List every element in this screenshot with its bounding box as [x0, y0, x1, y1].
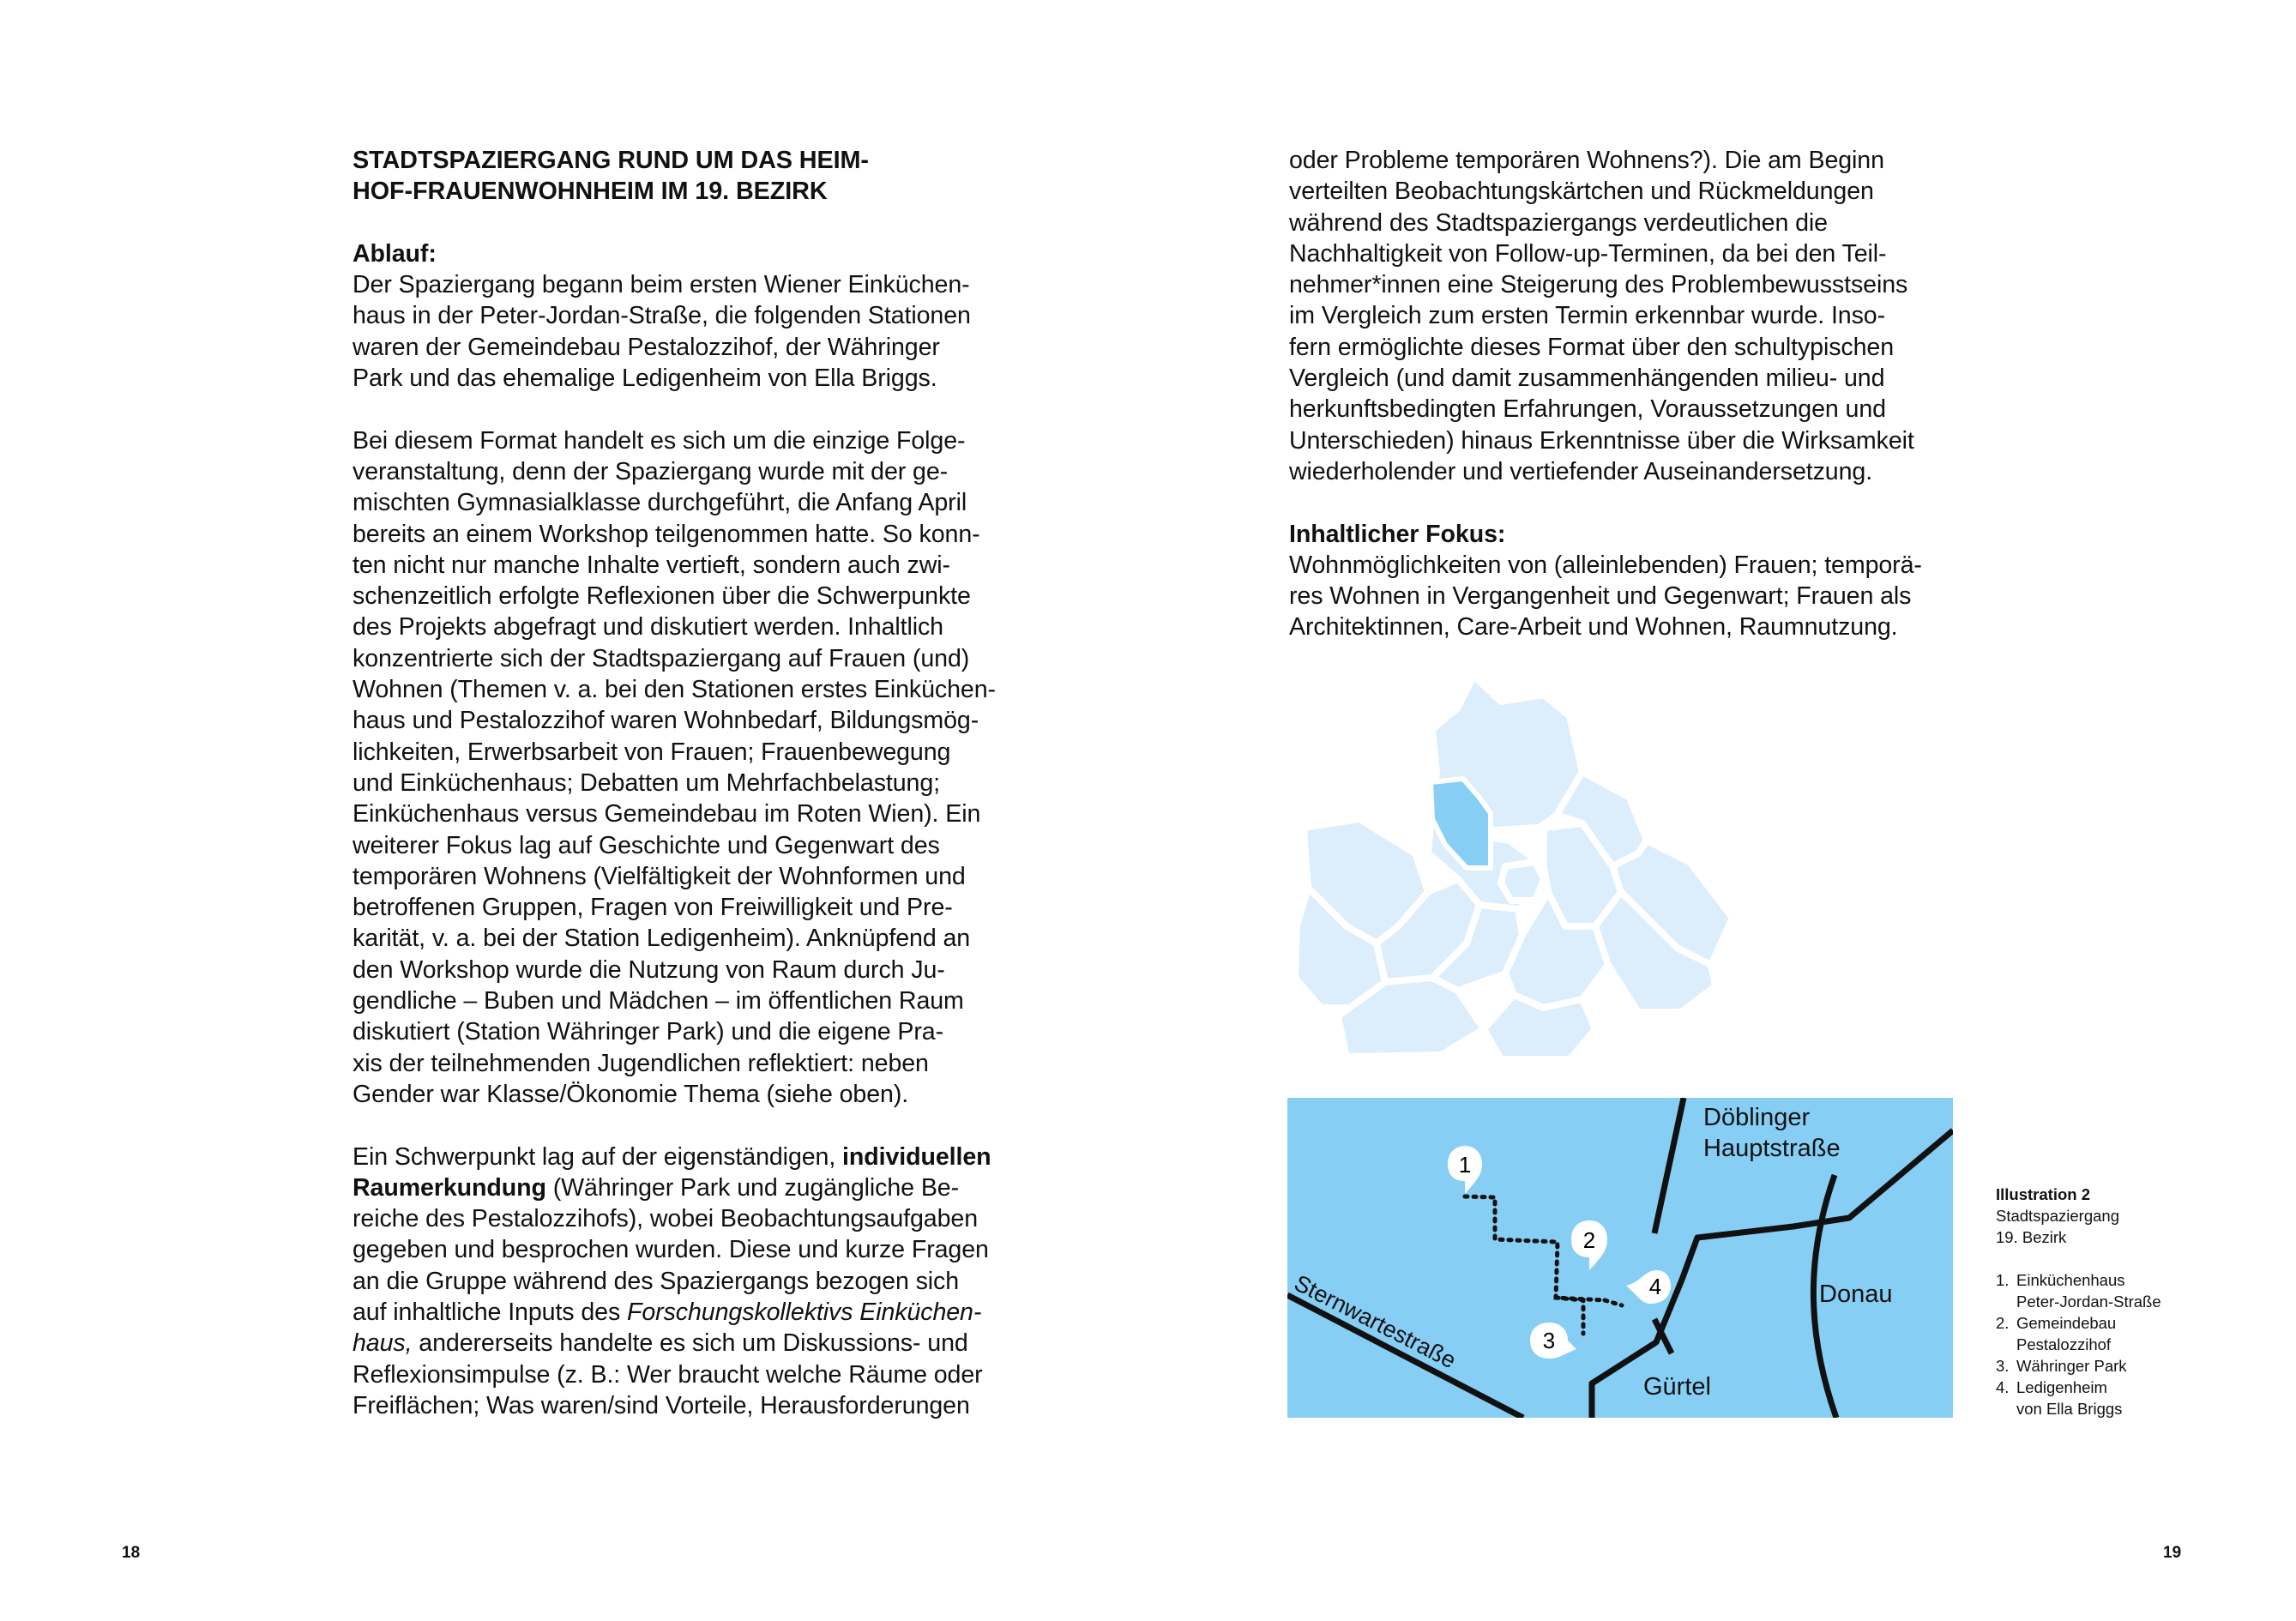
- legend-line: Währinger Park: [2016, 1357, 2127, 1375]
- legend-item: [1996, 1269, 2219, 1312]
- text-line: Unterschieden) hinaus Erkenntnisse über die Wirksamkeit: [1289, 426, 1914, 455]
- caption-line: 19. Bezirk: [1996, 1228, 2067, 1246]
- text-line: gendliche – Buben und Mädchen – im öffentlichen Raum: [353, 987, 964, 1015]
- text-line: [353, 1172, 1030, 1203]
- text-line: res Wohnen in Vergangenheit und Gegenwart; Frauen als: [1289, 582, 1912, 611]
- text-line: den Workshop wurde die Nutzung von Raum durch Ju-: [353, 955, 945, 984]
- text-line: des Projekts abgefragt und diskutiert werden. Inhaltlich: [353, 613, 943, 642]
- text-line: [353, 1142, 1030, 1172]
- legend-item: [1996, 1312, 2219, 1355]
- text-line: temporären Wohnens (Vielfältigkeit der Wohnformen und: [353, 862, 966, 890]
- text-line: während des Stadtspaziergangs verdeutlichen die: [1289, 208, 1828, 237]
- page-number-right: 19: [2163, 1544, 2182, 1562]
- legend-number: 4.: [1996, 1378, 2010, 1396]
- district-shape: [1484, 995, 1595, 1059]
- text-line: diskutiert (Station Währinger Park) und die eigene Pra-: [353, 1018, 944, 1046]
- text-fragment: andererseits handelte es sich um Diskussions- und: [412, 1329, 968, 1358]
- vienna-district-map: [1287, 669, 1784, 1064]
- text-fragment: Ein Schwerpunkt lag auf der eigenständigen,: [353, 1142, 843, 1171]
- paragraph-schwerpunkt: [353, 1142, 1030, 1422]
- text-line: Freiflächen; Was waren/sind Vorteile, Herausforderungen: [353, 1391, 970, 1419]
- text-line: Gender war Klasse/Ökonomie Thema (siehe oben).: [353, 1080, 909, 1108]
- text-line: verteilten Beobachtungskärtchen und Rückmeldungen: [1289, 178, 1874, 206]
- legend-text: [2016, 1377, 2122, 1419]
- label-donau: Donau: [1819, 1281, 1893, 1308]
- legend-text: [2016, 1269, 2161, 1312]
- title-line: STADTSPAZIERGANG RUND UM DAS HEIM-: [353, 147, 869, 174]
- text-line: herkunftsbedingten Erfahrungen, Voraussetzungen und: [1289, 395, 1886, 424]
- legend-number: 1.: [1996, 1271, 2010, 1289]
- marker-label-2: 2: [1582, 1227, 1596, 1253]
- text-line: reiche des Pestalozzihofs), wobei Beobachtungsaufgaben: [353, 1205, 978, 1233]
- text-line: fern ermöglichte dieses Format über den schultypischen: [1289, 333, 1895, 361]
- text-line: haus und Pestalozzihof waren Wohnbedarf, Bildungsmög-: [353, 707, 979, 735]
- section-title: [353, 145, 1030, 208]
- right-column: [1289, 145, 1975, 643]
- text-line: Reflexionsimpulse (z. B.: Wer braucht welche Räume oder: [353, 1360, 983, 1389]
- text-line: und Einküchenhaus; Debatten um Mehrfachbelastung;: [353, 768, 940, 797]
- text-line: karität, v. a. bei der Station Ledigenheim). Anknüpfend an: [353, 925, 971, 953]
- legend-line: Peter-Jordan-Straße: [2016, 1293, 2161, 1311]
- paragraph-continuation: [1289, 145, 1975, 487]
- text-line: mischten Gymnasialklasse durchgeführt, die Anfang April: [353, 489, 967, 517]
- legend-number: 3.: [1996, 1357, 2010, 1375]
- caption-title: Illustration 2: [1996, 1185, 2090, 1203]
- paragraph-format: [353, 425, 1030, 1111]
- text-line: Vergleich (und damit zusammenhängenden milieu- und: [1289, 365, 1885, 393]
- label-guertel: Gürtel: [1643, 1373, 1711, 1401]
- text-line: oder Probleme temporären Wohnens?). Die am Beginn: [1289, 147, 1884, 174]
- fokus-heading: Inhaltlicher Fokus:: [1289, 520, 1506, 548]
- text-line: xis der teilnehmenden Jugendlichen reflektiert: neben: [353, 1049, 929, 1077]
- map-water-background: [1287, 1098, 1953, 1418]
- label-doeblinger: Döblinger: [1703, 1104, 1811, 1131]
- text-line: Einküchenhaus versus Gemeindebau im Roten Wien). Ein: [353, 800, 981, 829]
- text-line: gegeben und besprochen wurden. Diese und kurze Fragen: [353, 1236, 989, 1264]
- text-line: Park und das ehemalige Ledigenheim von Ella Briggs.: [353, 365, 937, 393]
- title-line: HOF-FRAUENWOHNHEIM IM 19. BEZIRK: [353, 178, 828, 206]
- text-line: Bei diesem Format handelt es sich um die einzige Folge-: [353, 426, 966, 455]
- legend-line: Gemeindebau: [2016, 1314, 2117, 1332]
- legend-line: Ledigenheim: [2016, 1378, 2107, 1396]
- text-line: nehmer*innen eine Steigerung des Problembewusstseins: [1289, 271, 1908, 299]
- legend-line: Einküchenhaus: [2016, 1271, 2125, 1289]
- marker-label-1: 1: [1458, 1152, 1472, 1178]
- text-fragment: (Währinger Park und zugängliche Be-: [545, 1173, 960, 1202]
- text-line: haus in der Peter-Jordan-Straße, die folgenden Stationen: [353, 302, 971, 330]
- ablauf-heading: Ablauf:: [353, 239, 437, 268]
- caption-line: Stadtspaziergang: [1996, 1207, 2119, 1225]
- route-detail-map: [1287, 1098, 1953, 1418]
- text-line: veranstaltung, denn der Spaziergang wurde mit der ge-: [353, 457, 949, 485]
- legend-line: von Ella Briggs: [2016, 1400, 2123, 1418]
- italic-fragment: Forschungskollektivs Einküchen-: [627, 1298, 982, 1326]
- text-line: ten nicht nur manche Inhalte vertieft, sondern auch zwi-: [353, 551, 950, 579]
- text-line: Wohnmöglichkeiten von (alleinlebenden) Frauen; temporä-: [1289, 551, 1922, 579]
- text-line: Architektinnen, Care-Arbeit und Wohnen, Raumnutzung.: [1289, 613, 1898, 642]
- text-line: konzentrierte sich der Stadtspaziergang auf Frauen (und): [353, 644, 970, 672]
- figure-caption: [1996, 1184, 2219, 1419]
- paragraph-ablauf: [353, 269, 1030, 394]
- text-fragment: auf inhaltliche Inputs des: [353, 1298, 627, 1326]
- legend-item: [1996, 1377, 2219, 1419]
- marker-label-3: 3: [1542, 1328, 1556, 1353]
- text-line: an die Gruppe während des Spaziergangs bezogen sich: [353, 1267, 960, 1295]
- text-line: betroffenen Gruppen, Fragen von Freiwilligkeit und Pre-: [353, 894, 953, 922]
- caption-legend: [1996, 1269, 2219, 1419]
- legend-line: Pestalozzihof: [2016, 1335, 2112, 1353]
- text-line: Wohnen (Themen v. a. bei den Stationen erstes Einküchen-: [353, 676, 996, 704]
- text-line: waren der Gemeindebau Pestalozzihof, der Währinger: [353, 333, 940, 361]
- text-line: bereits an einem Workshop teilgenommen hatte. So konn-: [353, 520, 980, 548]
- label-sternwartestrasse: Sternwartestraße: [1290, 1269, 1461, 1374]
- page-number-left: 18: [122, 1544, 141, 1562]
- text-line: [353, 1328, 1030, 1359]
- legend-text: [2016, 1312, 2116, 1355]
- italic-fragment: haus,: [353, 1329, 413, 1358]
- text-line: wiederholender und vertiefender Auseinandersetzung.: [1289, 457, 1873, 485]
- text-line: [353, 1297, 1030, 1328]
- left-column: [353, 145, 1030, 1421]
- text-line: Nachhaltigkeit von Follow-up-Terminen, da bei den Teil-: [1289, 239, 1887, 268]
- text-line: lichkeiten, Erwerbsarbeit von Frauen; Frauenbewegung: [353, 738, 951, 766]
- district-shape: [1501, 862, 1544, 901]
- text-line: Der Spaziergang begann beim ersten Wiener Einküchen-: [353, 271, 970, 299]
- bold-fragment: individuellen: [842, 1142, 991, 1171]
- legend-item: [1996, 1355, 2219, 1377]
- legend-number: 2.: [1996, 1314, 2010, 1332]
- text-line: schenzeitlich erfolgte Reflexionen über die Schwerpunkte: [353, 582, 971, 611]
- text-line: weiterer Fokus lag auf Geschichte und Gegenwart des: [353, 831, 940, 859]
- bold-fragment: Raumerkundung: [353, 1173, 546, 1202]
- marker-label-4: 4: [1648, 1274, 1662, 1299]
- paragraph-fokus: [1289, 550, 1975, 643]
- label-hauptstrasse: Hauptstraße: [1703, 1135, 1841, 1162]
- text-line: im Vergleich zum ersten Termin erkennbar wurde. Inso-: [1289, 302, 1886, 330]
